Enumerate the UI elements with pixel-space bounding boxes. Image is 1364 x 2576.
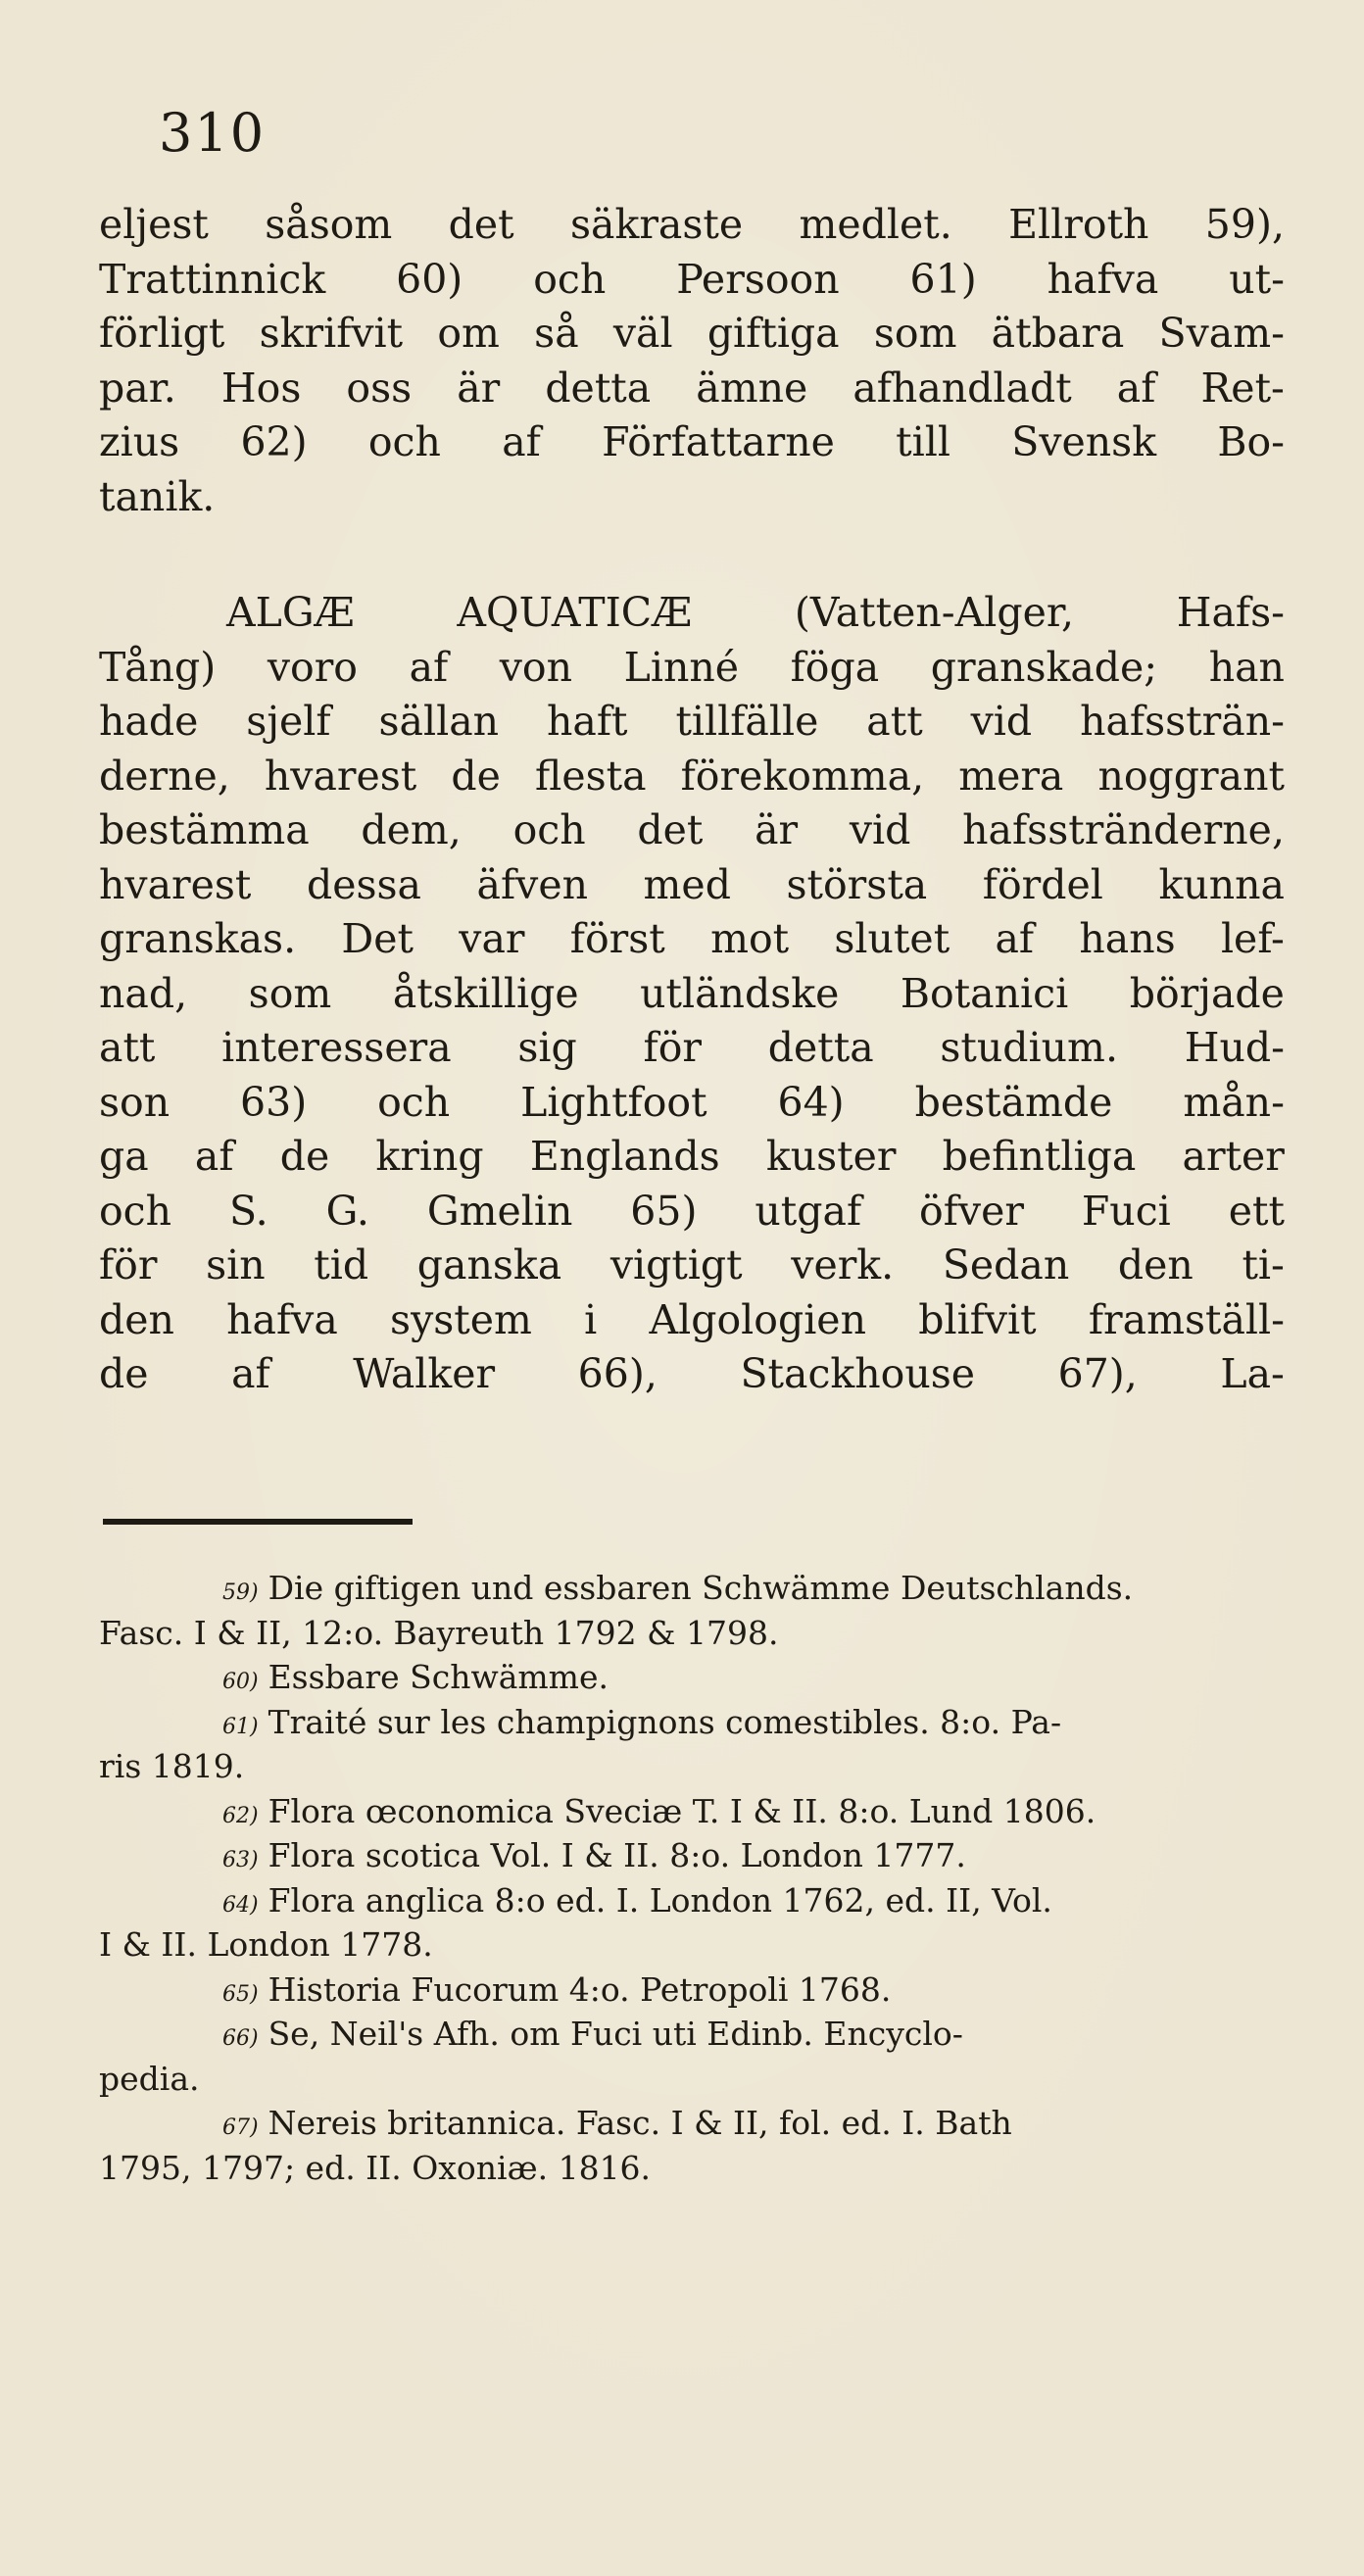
footnote-text: Essbare Schwämme. <box>268 1658 609 1696</box>
text-line: förligt skrifvit om så väl giftiga som ätbara Svam- <box>99 310 1285 357</box>
footnote-67 <box>99 2101 1285 2146</box>
footnote-number: 62) <box>222 1803 259 1828</box>
footnote-number: 65) <box>222 1981 259 2007</box>
text-line: och S. G. Gmelin 65) utgaf öfver Fuci ett <box>99 1187 1285 1235</box>
text-line: Tång) voro af von Linné föga granskade; han <box>99 643 1285 691</box>
footnote-text: Nereis britannica. Fasc. I & II, fol. ed. I. Bath <box>268 2104 1012 2142</box>
footnote-number: 59) <box>222 1580 259 1605</box>
main-text <box>99 198 1285 1402</box>
footnote-62 <box>99 1789 1285 1834</box>
footnote-text: Se, Neil's Afh. om Fuci uti Edinb. Encyclo- <box>268 2015 963 2053</box>
text-line: för sin tid ganska vigtigt verk. Sedan den ti- <box>99 1241 1285 1288</box>
footnote-number: 61) <box>222 1714 259 1739</box>
paragraph-2 <box>99 586 1285 1402</box>
footnote-text: Die giftigen und essbaren Schwämme Deutschlands. <box>268 1569 1134 1607</box>
footnote-number: 67) <box>222 2115 259 2140</box>
text-line: att interessera sig för detta studium. Hud- <box>99 1024 1285 1071</box>
footnote-64 <box>99 1878 1285 1923</box>
text-line: nad, som åtskillige utländske Botanici började <box>99 969 1285 1017</box>
text-line: Trattinnick 60) och Persoon 61) hafva ut- <box>99 255 1285 303</box>
paragraph-1 <box>99 198 1285 524</box>
footnote-61-cont: ris 1819. <box>99 1747 245 1785</box>
footnote-60 <box>99 1655 1285 1700</box>
footnote-59-cont: Fasc. I & II, 12:o. Bayreuth 1792 & 1798. <box>99 1613 779 1652</box>
text-line: son 63) och Lightfoot 64) bestämde mån- <box>99 1078 1285 1126</box>
page-number: 310 <box>159 102 267 164</box>
text-line: de af Walker 66), Stackhouse 67), La- <box>99 1350 1285 1397</box>
footnote-63 <box>99 1833 1285 1878</box>
text-line: hade sjelf sällan haft tillfälle att vid hafssträn- <box>99 698 1285 745</box>
footnote-number: 66) <box>222 2026 259 2051</box>
text-line: tanik. <box>99 472 216 520</box>
text-line: hvarest dessa äfven med största fördel kunna <box>99 860 1285 908</box>
footnote-number: 60) <box>222 1670 259 1694</box>
footnotes <box>99 1566 1285 2190</box>
footnote-text: Flora anglica 8:o ed. I. London 1762, ed. II, Vol. <box>268 1880 1052 1920</box>
footnote-number: 63) <box>222 1848 259 1872</box>
text-line: granskas. Det var först mot slutet af hans lef- <box>99 915 1285 962</box>
footnote-text: Historia Fucorum 4:o. Petropoli 1768. <box>268 1969 892 2009</box>
footnote-text: Flora œconomica Sveciæ T. I & II. 8:o. Lund 1806. <box>268 1791 1096 1830</box>
text-line: par. Hos oss är detta ämne afhandladt af Ret- <box>99 364 1285 412</box>
footnote-text: Traité sur les champignons comestibles. 8:o. Pa- <box>268 1702 1062 1741</box>
text-line: bestämma dem, och det är vid hafsstränderne, <box>99 806 1285 853</box>
text-line: den hafva system i Algologien blifvit framställ- <box>99 1295 1285 1343</box>
footnote-divider <box>103 1519 413 1525</box>
footnote-66-cont: pedia. <box>99 2059 200 2098</box>
footnote-66 <box>99 2012 1285 2057</box>
footnote-number: 64) <box>222 1892 259 1918</box>
footnote-67-cont: 1795, 1797; ed. II. Oxoniæ. 1816. <box>99 2148 652 2187</box>
text-line: derne, hvarest de flesta förekomma, mera noggrant <box>99 752 1285 800</box>
footnote-text: Flora scotica Vol. I & II. 8:o. London 1777. <box>268 1836 966 1874</box>
footnote-61 <box>99 1700 1285 1745</box>
footnote-64-cont: I & II. London 1778. <box>99 1925 433 1964</box>
footnote-65 <box>99 1968 1285 2013</box>
text-line: eljest såsom det säkraste medlet. Ellroth 59), <box>99 201 1285 248</box>
footnote-59 <box>99 1566 1285 1611</box>
text-line: ga af de kring Englands kuster befintliga arter <box>99 1133 1285 1180</box>
text-line: ALGÆ AQUATICÆ (Vatten-Alger, Hafs- <box>226 589 1285 636</box>
text-line: zius 62) och af Författarne till Svensk Bo- <box>99 418 1285 465</box>
